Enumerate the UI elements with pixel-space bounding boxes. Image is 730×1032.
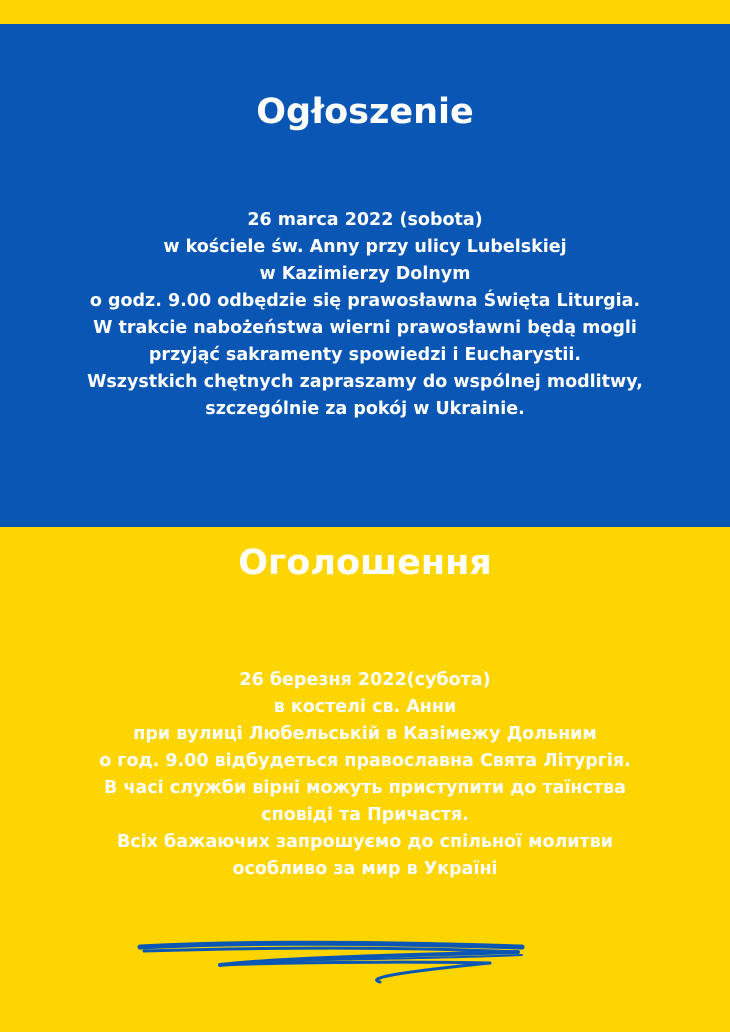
ukrainian-line-time: о год. 9.00 відбудеться православна Свята Літургія. [99,751,631,771]
ukrainian-line-service: В часі служби вірні можуть приступити до таїнства [104,778,626,798]
polish-line-service: W trakcie nabożeństwa wierni prawosławni będą mogli [93,318,637,338]
top-yellow-strip [0,0,730,24]
ukrainian-line-invitation: Всіх бажаючих запрошуємо до спільної молитви [116,832,614,852]
polish-line-church: w kościele św. Anny przy ulicy Lubelskiej [163,237,567,257]
brush-stroke-icon [130,935,540,995]
ukrainian-line-peace: особливо за мир в Україні [232,859,498,879]
ukrainian-line-date: 26 березня 2022(субота) [239,670,491,690]
ukrainian-title: Оголошення [238,543,492,583]
polish-announcement-body [20,207,710,423]
ukrainian-line-church: в костелі св. Анни [273,697,457,717]
ukrainian-line-sacraments: сповіді та Причастя. [261,805,469,825]
ukrainian-announcement-body [20,667,710,883]
polish-line-time: o godz. 9.00 odbędzie się prawosławna Święta Liturgia. [89,291,641,311]
polish-line-sacraments: przyjąć sakramenty spowiedzi i Eucharystii. [148,345,582,365]
ukrainian-line-street: при вулиці Любельській в Казімежу Дольним [133,724,597,744]
polish-line-date: 26 marca 2022 (sobota) [247,210,483,230]
polish-line-peace: szczególnie za pokój w Ukrainie. [205,399,525,419]
polish-line-town: w Kazimierzy Dolnym [259,264,471,284]
polish-title: Ogłoszenie [256,92,474,132]
polish-line-invitation: Wszystkich chętnych zapraszamy do wspólnej modlitwy, [87,372,643,392]
